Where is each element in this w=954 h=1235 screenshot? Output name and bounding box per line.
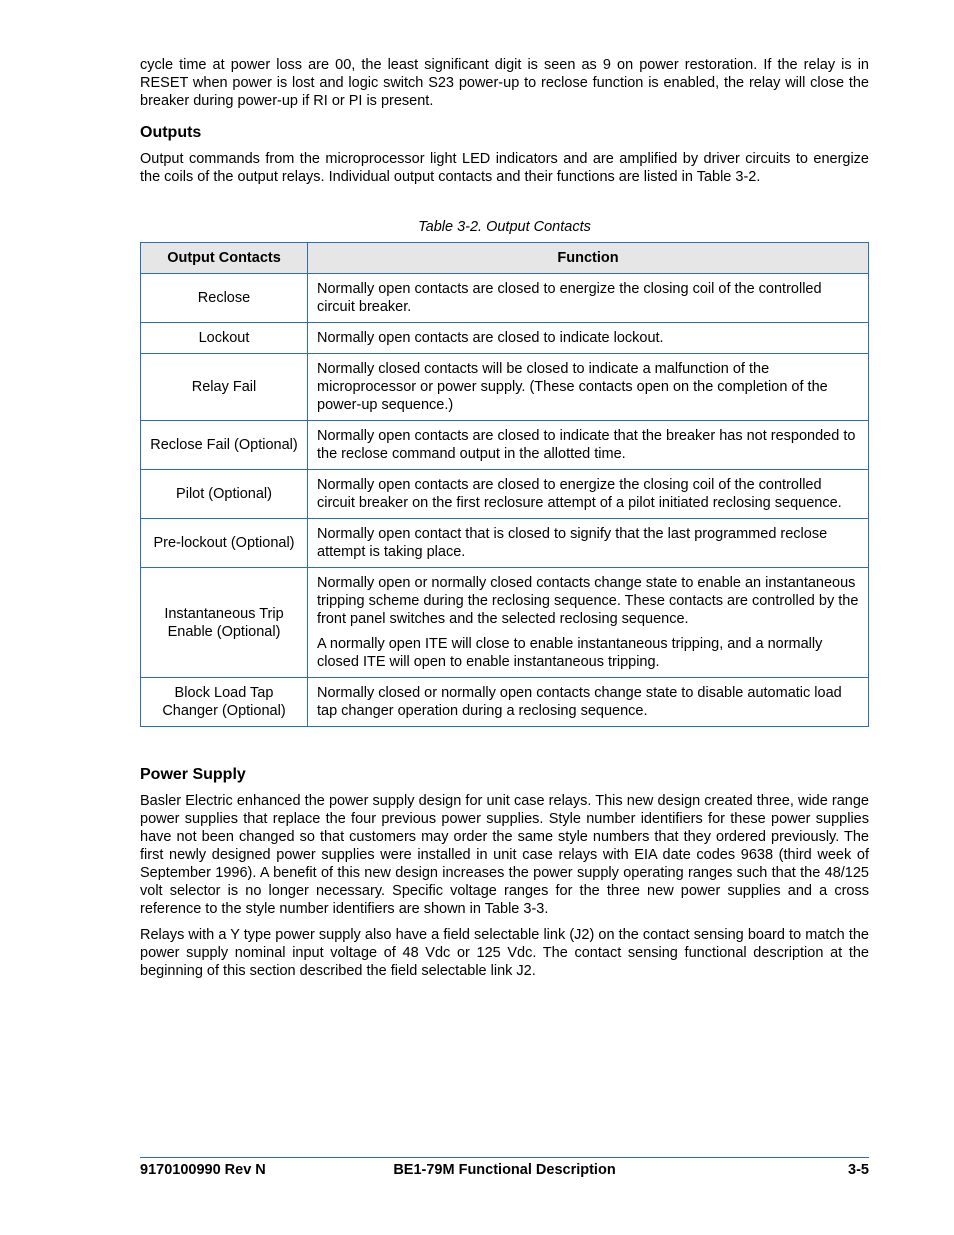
contact-function [308, 470, 869, 519]
power-supply-paragraph-2: Relays with a Y type power supply also have a field selectable link (J2) on the contact sensing board to match the power supply nominal input voltage of 48 Vdc or 125 Vdc. The contact sensing functional description at the beginning of this section described the field selectable link J2. [140, 927, 869, 979]
power-supply-paragraph-1: Basler Electric enhanced the power supply design for unit case relays. This new design created three, wide range power supplies that replace the four previous power supplies. Style number identifiers for these power supplies have not been changed so that customers may order the same style numbers that they ordered previously. The first newly designed power supplies were installed in unit case relays with EIA date codes 9638 (third week of September 1996). A benefit of this new design increases the power supply operating ranges such that the 48/125 volt selector is no longer necessary. Specific voltage ranges for the three new power supplies and a cross reference to the style number identifiers are shown in Table 3-3. [140, 793, 869, 917]
output-contacts-table [140, 242, 869, 727]
contact-name: Instantaneous Trip Enable (Optional) [141, 568, 308, 678]
function-text: Normally open contacts are closed to energize the closing coil of the controlled circuit breaker. [317, 281, 822, 315]
function-text: Normally open or normally closed contacts change state to enable an instantaneous tripping scheme during the reclosing sequence. These contacts are controlled by the front panel switches and the selected reclosing sequence. [317, 575, 859, 627]
contact-name: Relay Fail [141, 354, 308, 421]
contact-function [308, 421, 869, 470]
section-spacer [140, 727, 869, 752]
intro-paragraph: cycle time at power loss are 00, the least significant digit is seen as 9 on power restoration. If the relay is in RESET when power is lost and logic switch S23 power-up to reclose function is enabled, the relay will close the breaker during power-up if RI or PI is present. [140, 57, 869, 109]
contact-name: Lockout [141, 323, 308, 354]
page-footer [140, 1157, 869, 1178]
table-row [141, 421, 869, 470]
footer-page-number: 3-5 [848, 1162, 869, 1178]
function-text: A normally open ITE will close to enable instantaneous tripping, and a normally closed ITE will open to enable instantaneous tripping. [317, 636, 823, 670]
function-text: Normally open contact that is closed to signify that the last programmed reclose attempt is taking place. [317, 526, 828, 560]
table-row [141, 519, 869, 568]
contact-name: Reclose Fail (Optional) [141, 421, 308, 470]
footer-document-number: 9170100990 Rev N [140, 1162, 266, 1178]
contact-name: Pre-lockout (Optional) [141, 519, 308, 568]
column-header-output-contacts: Output Contacts [141, 243, 308, 274]
function-text: Normally open contacts are closed to indicate lockout. [317, 330, 664, 346]
table-row [141, 678, 869, 727]
function-text: Normally closed contacts will be closed to indicate a malfunction of the microprocessor or power supply. (These contacts open on the completion of the power-up sequence.) [317, 361, 828, 413]
table-row [141, 568, 869, 678]
contact-function [308, 274, 869, 323]
contact-function [308, 568, 869, 678]
contact-name: Reclose [141, 274, 308, 323]
contact-function [308, 678, 869, 727]
contact-function [308, 323, 869, 354]
function-text: Normally open contacts are closed to energize the closing coil of the controlled circuit breaker on the first reclosure attempt of a pilot initiated reclosing sequence. [317, 477, 842, 511]
footer-section-title: BE1-79M Functional Description [393, 1162, 616, 1178]
function-text: Normally closed or normally open contacts change state to disable automatic load tap changer operation during a reclosing sequence. [317, 685, 842, 719]
table-row [141, 354, 869, 421]
table-row [141, 470, 869, 519]
function-text: Normally open contacts are closed to indicate that the breaker has not responded to the reclose command output in the allotted time. [317, 428, 856, 462]
contact-name: Pilot (Optional) [141, 470, 308, 519]
table-caption: Table 3-2. Output Contacts [418, 219, 591, 235]
contact-name: Block Load Tap Changer (Optional) [141, 678, 308, 727]
contact-function [308, 519, 869, 568]
column-header-function: Function [308, 243, 869, 274]
outputs-paragraph: Output commands from the microprocessor light LED indicators and are amplified by driver circuits to energize the coils of the output relays. Individual output contacts and their functions are listed in Table 3-2. [140, 151, 869, 185]
table-header-row [141, 243, 869, 274]
table-row [141, 323, 869, 354]
page-content [140, 56, 869, 988]
outputs-heading: Outputs [140, 124, 202, 141]
table-row [141, 274, 869, 323]
contact-function [308, 354, 869, 421]
power-supply-heading: Power Supply [140, 766, 246, 783]
